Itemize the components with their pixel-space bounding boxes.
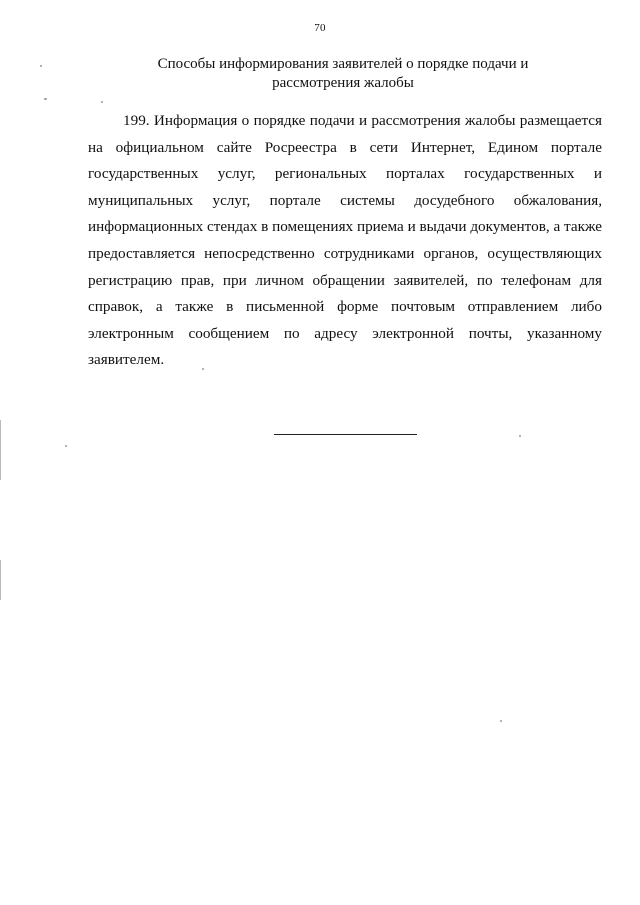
paragraph-line: 199. Информация о порядке подачи и рассмотрения жалобы размещается: [123, 112, 602, 129]
paragraph-line: справок, а также в письменной форме почтовым отправлением либо: [88, 298, 602, 316]
scan-speck: [44, 98, 47, 100]
paragraph-line: электронным сообщением по адресу электронной почты, указанному: [88, 324, 602, 342]
scan-edge-mark: [0, 420, 1, 480]
paragraph-line: информационных стендах в помещениях приема и выдачи документов, а также: [88, 218, 602, 236]
page-number: 70: [314, 22, 326, 34]
scan-edge-mark: [0, 560, 1, 600]
scan-speck: [65, 445, 67, 447]
end-separator-line: [274, 434, 417, 435]
paragraph-line: заявителем.: [88, 351, 165, 369]
scan-speck: [101, 101, 103, 103]
paragraph-line: муниципальных услуг, портале системы досудебного обжалования,: [88, 191, 602, 209]
paragraph-line: предоставляется непосредственно сотрудниками органов, осуществляющих: [88, 244, 602, 262]
heading-line-1: Способы информирования заявителей о порядке подачи и: [157, 56, 529, 72]
scan-speck: [519, 435, 521, 437]
heading-line-2: рассмотрения жалобы: [272, 75, 414, 91]
paragraph-line: на официальном сайте Росреестра в сети Интернет, Едином портале: [88, 138, 602, 156]
scan-speck: [202, 368, 204, 370]
paragraph-line: государственных услуг, региональных порталах государственных и: [88, 165, 602, 183]
paragraph-line: регистрацию прав, при личном обращении заявителей, по телефонам для: [88, 271, 602, 289]
section-heading: [100, 55, 586, 93]
scan-speck: [40, 65, 42, 67]
paragraph-199: [88, 108, 602, 374]
scan-speck: [500, 720, 502, 722]
